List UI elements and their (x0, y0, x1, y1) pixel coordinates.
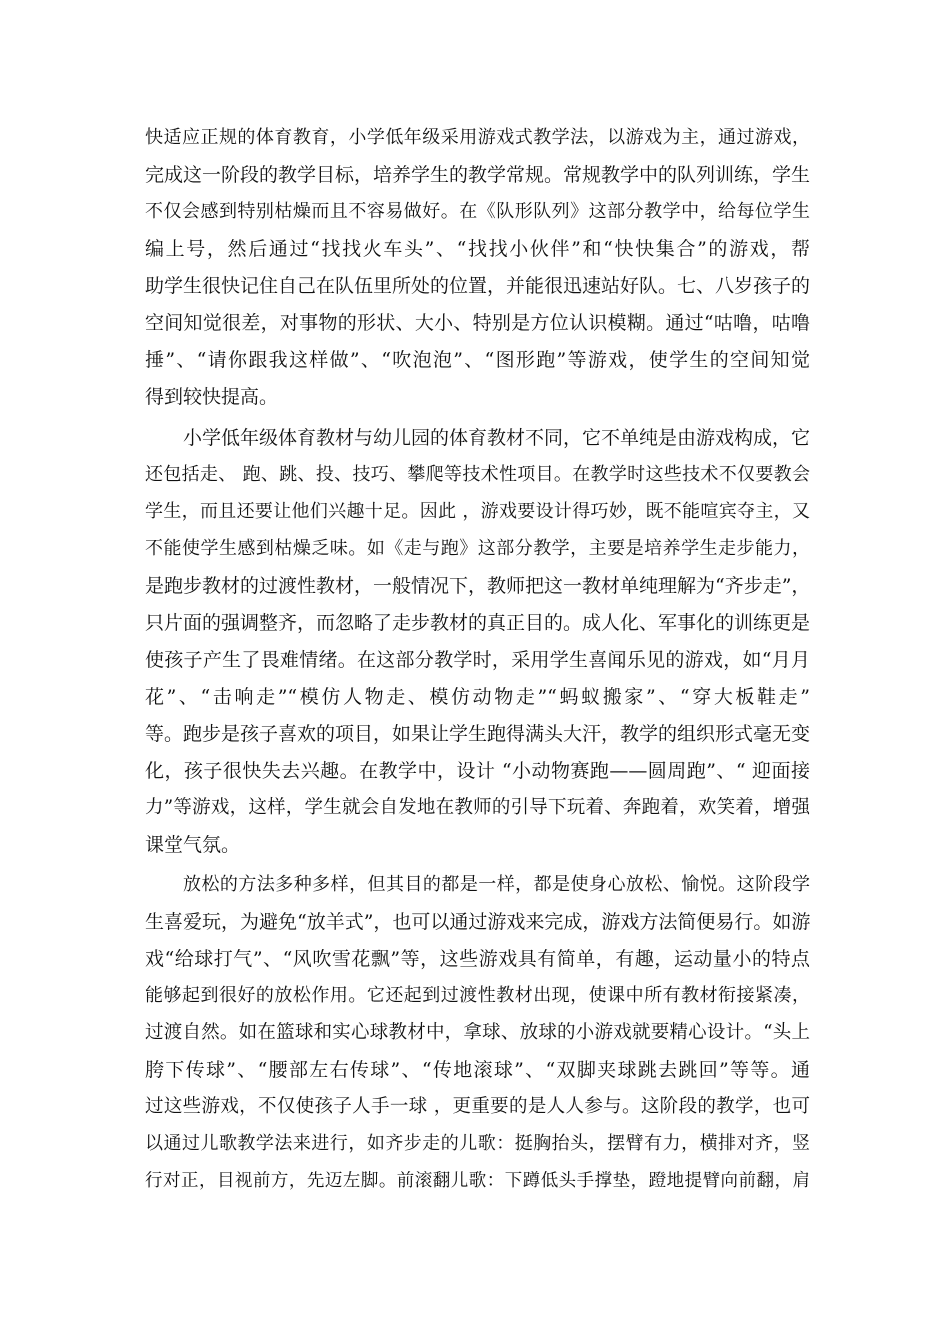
paragraph-2-line-3: 学生，而且还要让他们兴趣十足。因此 ，游戏要设计得巧妙，既不能喧宾夺主，又 (145, 501, 810, 522)
paragraph-1-line-1: 快适应正规的体育教育，小学低年级采用游戏式教学法，以游戏为主，通过游戏， (145, 127, 810, 148)
paragraph-2-line-2: 还包括走、 跑、跳、投、技巧、攀爬等技术性项目。在教学时这些技术不仅要教会 (145, 464, 810, 485)
paragraph-2-line-5: 是跑步教材的过渡性教材，一般情况下，教师把这一教材单纯理解为“齐步走”， (145, 575, 811, 597)
paragraph-3-line-6: 胯下传球”、“腰部左右传球”、“传地滚球”、“双脚夹球跳去跳回”等等。通 (145, 1059, 810, 1081)
paragraph-3-line-3: 戏“给球打气”、“风吹雪花飘”等，这些游戏具有简单，有趣，运动量小的特点 (145, 948, 810, 970)
paragraph-2-line-9: 等。跑步是孩子喜欢的项目，如果让学生跑得满头大汗，教学的组织形式毫无变 (145, 723, 811, 745)
paragraph-3-line-9: 行对正，目视前方，先迈左脚。前滚翻儿歌：下蹲低头手撑垫，蹬地提臂向前翻，肩 (145, 1171, 810, 1191)
paragraph-2-line-8: 花”、“击响走”“模仿人物走、模仿动物走”“蚂蚁搬家”、“穿大板鞋走” (145, 686, 810, 708)
paragraph-3-line-5: 过渡自然。如在篮球和实心球教材中，拿球、放球的小游戏就要精心设计。“头上 (145, 1022, 810, 1043)
paragraph-1-line-3: 不仅会感到特别枯燥而且不容易做好。在《队形队列》这部分教学中，给每位学生 (145, 201, 810, 222)
paragraph-1-line-6: 空间知觉很差，对事物的形状、大小、特别是方位认识模糊。通过“咕噜，咕噜 (145, 312, 810, 334)
paragraph-3-line-1: 放松的方法多种多样，但其目的都是一样，都是使身心放松、愉悦。这阶段学 (183, 874, 810, 895)
paragraph-2-line-6: 只片面的强调整齐，而忽略了走步教材的真正目的。成人化、军事化的训练更是 (145, 612, 811, 634)
paragraph-2-line-11: 力”等游戏，这样，学生就会自发地在教师的引导下玩着、奔跑着，欢笑着，增强 (145, 797, 810, 818)
paragraph-1-line-7: 捶”、“请你跟我这样做”、“吹泡泡”、“图形跑”等游戏，使学生的空间知觉 (145, 349, 810, 371)
paragraph-1-line-8: 得到较快提高。 (145, 386, 279, 408)
paragraph-1-line-4: 编上号，然后通过“找找火车头”、“找找小伙伴”和“快快集合”的游戏，帮 (145, 238, 810, 260)
paragraph-2-line-1: 小学低年级体育教材与幼儿园的体育教材不同，它不单纯是由游戏构成，它 (183, 427, 811, 449)
paragraph-1-line-5: 助学生很快记住自己在队伍里所处的位置，并能很迅速站好队。七、八岁孩子的 (145, 275, 811, 297)
paragraph-3-line-2: 生喜爱玩，为避免“放羊式”，也可以通过游戏来完成，游戏方法简便易行。如游 (145, 911, 811, 933)
paragraph-2-line-12: 课堂气氛。 (145, 834, 241, 856)
paragraph-3-line-8: 以通过儿歌教学法来进行，如齐步走的儿歌：挺胸抬头，摆臂有力，横排对齐，竖 (145, 1133, 810, 1154)
paragraph-2-line-7: 使孩子产生了畏难情绪。在这部分教学时，采用学生喜闻乐见的游戏，如“月月 (145, 649, 810, 671)
paragraph-2-line-4: 不能使学生感到枯燥乏味。如《走与跑》这部分教学，主要是培养学生走步能力， (145, 538, 810, 559)
paragraph-2-line-10: 化，孩子很快失去兴趣。在教学中，设计 “小动物赛跑——圆周跑”、“ 迎面接 (145, 760, 810, 782)
paragraph-1-line-2: 完成这一阶段的教学目标，培养学生的教学常规。常规教学中的队列训练，学生 (145, 164, 811, 186)
paragraph-3-line-4: 能够起到很好的放松作用。它还起到过渡性教材出现，使课中所有教材衔接紧凑， (145, 985, 810, 1006)
paragraph-3-line-7: 过这些游戏，不仅使孩子人手一球 ，更重要的是人人参与。这阶段的教学，也可 (145, 1096, 810, 1117)
